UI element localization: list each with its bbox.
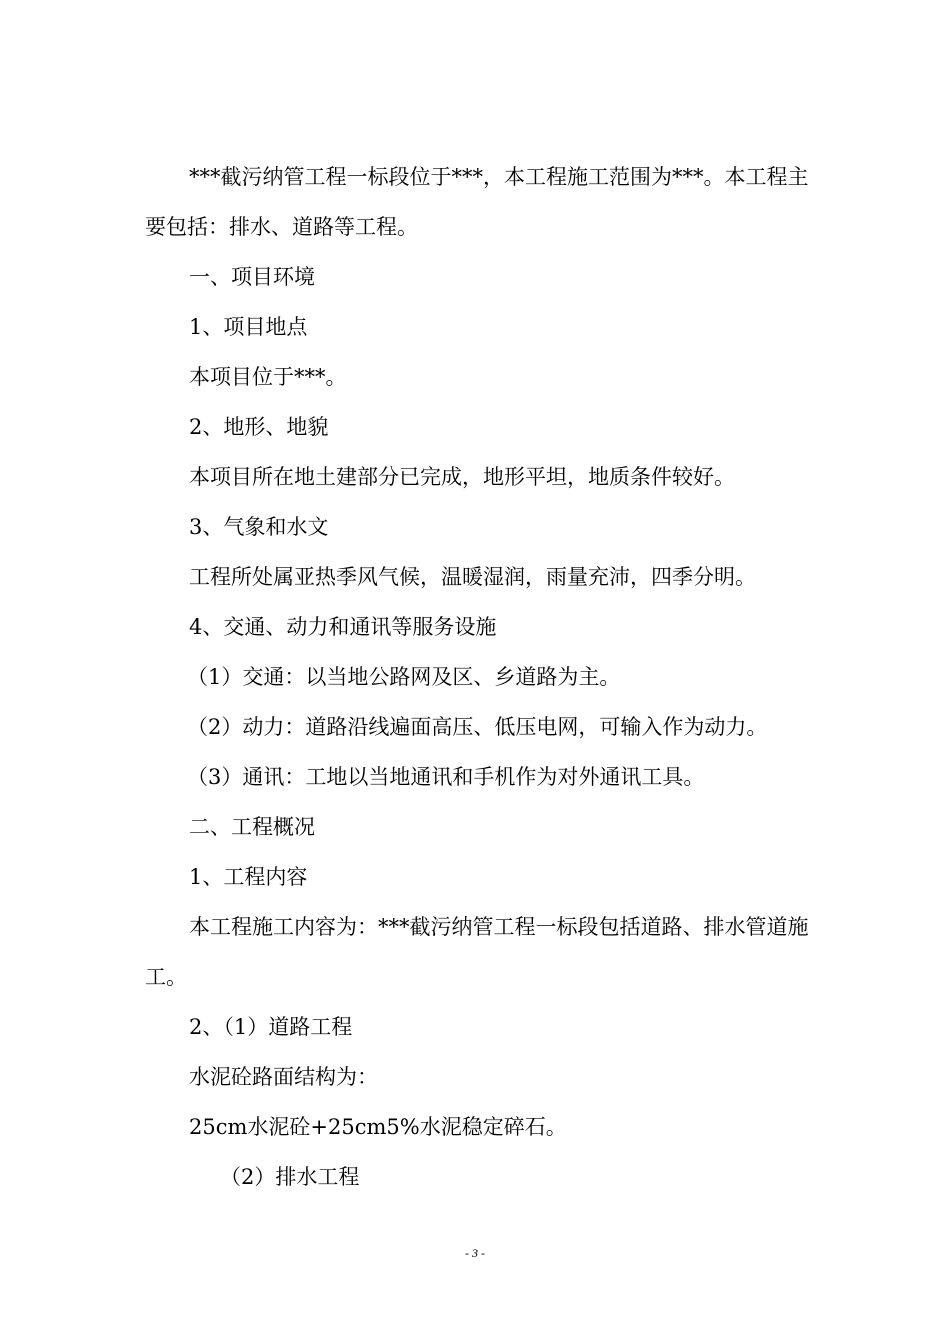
subheading-climate: 3、气象和水文: [189, 515, 329, 539]
intro-paragraph: ***截污纳管工程一标段位于***，本工程施工范围为***。本工程主要包括：排水、道路等工程。: [145, 165, 809, 239]
subheading-project-content: 1、工程内容: [189, 865, 308, 889]
subheading-road-works: 2、（1）道路工程: [189, 1015, 353, 1039]
paragraph-pavement-structure-label: 水泥砼路面结构为：: [189, 1065, 378, 1089]
paragraph-terrain: 本项目所在地土建部分已完成，地形平坦，地质条件较好。: [189, 465, 735, 489]
list-item-power: （2）动力：道路沿线遍面高压、低压电网，可输入作为动力。: [187, 715, 768, 739]
section-heading-project-overview: 二、工程概况: [189, 815, 315, 839]
list-item-traffic: （1）交通：以当地公路网及区、乡道路为主。: [187, 665, 621, 689]
paragraph-project-location: 本项目位于***。: [189, 365, 347, 389]
document-body: [145, 152, 810, 1202]
list-item-communication: （3）通讯：工地以当地通讯和手机作为对外通讯工具。: [187, 765, 705, 789]
subheading-services: 4、交通、动力和通讯等服务设施: [189, 615, 497, 639]
subheading-drainage-works: （2）排水工程: [220, 1165, 360, 1189]
section-heading-project-environment: 一、项目环境: [189, 265, 315, 289]
paragraph-project-content: 本工程施工内容为：***截污纳管工程一标段包括道路、排水管道施工。: [145, 915, 809, 989]
subheading-project-location: 1、项目地点: [189, 315, 308, 339]
paragraph-pavement-structure: 25cm水泥砼+25cm5%水泥稳定碎石。: [189, 1115, 567, 1139]
subheading-terrain: 2、地形、地貌: [189, 415, 329, 439]
page-number: - 3 -: [465, 1246, 485, 1260]
paragraph-climate: 工程所处属亚热季风气候，温暖湿润，雨量充沛，四季分明。: [189, 565, 756, 589]
